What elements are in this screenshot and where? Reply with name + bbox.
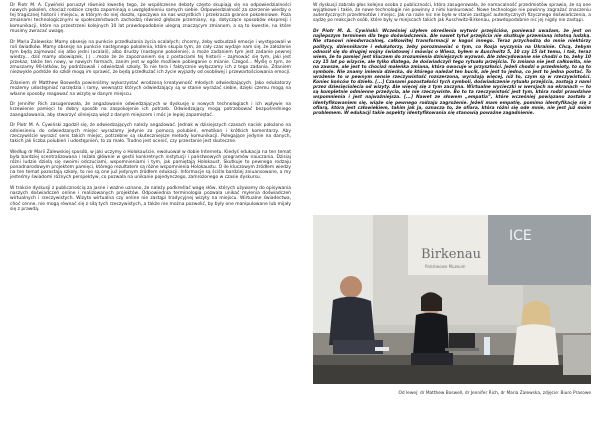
wall-text-museum: Państwowe Muzeum xyxy=(425,264,466,269)
quote-paragraph: Dr Piotr M. A. Cywiński: Wcześniej użyłem określenia wytwór przejściów, ponieważ uważam, że jest on najlepszym terminem dla tego doświadczenia. Ale nawet tytuł przejścia nie skutkuje przemianą istotną ludzką. Nie stanowi nieodwracalnej, całkowitej transformacji w kogoś innego. Teraz przychodzą do mnie niektórzy politycy, dziennikarze i edukatorzy, żeby porozmawiać o tym, co Rosja wyczynia na Ukrainie. Chcą, żebym odnosił się do drugiej wojny światowej i mówiąc o Wiesz, byłem w Auschwitz 5, 10 czy 15 lat temu, i tak, teraz wiem, że to pamięć jest kluczem do zrozumienia dzisiejszych wyzwań. Ale zdecydowanie nie chodzi o to, żeby 10 czy 15 lat po wizycie, ale tylko dlatego, że doświadczyli tego rytuału przejścia. To zmiana nie jest całkowita, nie na zawsze, ale jest to chociaż maleńka zmiana, która owocuje w przyszłości. Jeżeli chodzi o przedmioty, to są to symbole. Nie znamy imienia dziecka, do którego należał ten bucik, ale jest to jedna, co jest to jedna postać. To wrażenie to w pewnym sensie rzeczywistość rozszerzona, wyrażają więcej, niż to, czym są w rzeczywistości. Koniec końców to dzieło. [...] Czasami pozostałości tych symboli, doświadczenie rytuału przejścia, zostają z nami przez dziesięciolecia od wizyty. Ale więcej się z tym zaczyna. Wirtualne wycieczki w wersjach na ekranach — to są kompletnie odmienne przeżycia, ale nie rzeczywiste. Bo to ta rzeczywistość jest tym, która rodzi prawdziwe wspomnienia i jest najważniejsza. [...] Nawet ze słowem „empatia”, które wcześniej powiązano zostało z identyfikowaniem się, wiąże się pewnego rodzaju zagrożenie. Jeżeli mam empatię, pomimo identyfikację się z ofiarą, która jest człowiekiem, takim jak ja, oznacza to, że ofiara, która różni się ode mnie, nie jest już moim problemem. W edukacji takie aspekty identyfikowania się stanowią poważne zagadnienie. xyxy=(313,29,591,116)
right-column xyxy=(313,3,591,120)
quote-block xyxy=(313,29,591,116)
wall-text-ice: ICE xyxy=(509,228,532,244)
paragraph: Dr Jennifer Rich zasugerowała, że angażowanie odwiedzających w dyskusję o nowych technologiach i ich wpływie na krzewienie pamięci to dobry sposób na zaspokojenie ich potrzeb. Odwiedzający mogą potrzebować bezpośredniego zaangażowania, aby stworzyć silniejszą więź z danym miejscem i móc je lepiej zapamiętać. xyxy=(10,102,291,118)
paragraph: Dr Piotr M. A. Cywiński poruszył również kwestię tego, że współczesne debaty często skupiają się na odpowiedzialności nowych pokoleń, chociaż rodzice często zapominają o uwzględnieniu samych siebie. Odpowiedzialność za szerzenie wiedzy o tej tragicznej historii i miejscu, w którym do niej doszło, spoczywa na nas wszystkich i przekracza granice pokoleniowe. Poza zmianami technologicznymi w społeczeństwach zachodzą również głębsze przemiany, np. dotyczące sposobów ekspresji i komunikacji, które na przestrzeni kolejnych 10 lat prawdopodobnie ulegną znaczącym zmianom, a są to kwestie, na które musimy zwracać uwagę. xyxy=(10,3,291,34)
wall-text-birkenau: Birkenau xyxy=(421,247,481,262)
paragraph: Dr Piotr M. A. Cywiński zgodził się, że odwiedzających należy angażować. Jednak w dzisiejszych czasach nacisk położono na odniesieniu do odwiedzanych miejsc wyrażamy jedynie za pomocą polubień, emotikon i krótkich komentarzy. Aby rzeczywiście wyrazić sens takich miejsc, potrzebne są skuteczniejsze metody komunikacji. Polegające jedynie na danych, takich jak liczba polubień i udostępnień, to za mało. Trudno jest ocenić, czy przestanie jest skuteczne. xyxy=(10,123,291,144)
panel-photo xyxy=(313,215,591,384)
paragraph: Według dr Marii Zalewskiej sposób, w jaki uczymy o Holokauście, ewoluował w dobie Internetu. Kiedyś edukacja na ten temat była bardziej scentralizowana i leżała głównie w gestii konkretnych instytucji i państwowych programów nauczania. Dzisiaj różni ludzie dzielą się swoimi odczuciami, wspomnieniami i tym, jak pamiętają Holokaust. Skutkuje to pewnego rodzaju ponadnarodowym projektem pamięci, którego rezultatem są różne wspomnienia Holokaustu. O ile kluczowym źródłem wiedzy na ten temat pozostają szkoły, to nie są one już jedynym źródłem edukacji. Informacje są ściśle bardziej zniuansowane, a my jesteśmy świadomi różnych perspektyw, co pozwala na unikanie pojedynczego, zamrożonego w czasie dyskursu. xyxy=(10,149,291,181)
left-column xyxy=(10,3,291,217)
paragraph: Zdaniem dr Matthew Boswella powinniśmy wykorzystać wrodzoną kreatywność młodych odwiedzających. Jako edukatorzy możemy udostępniać narzędzia i ramy, wewnątrz których odwiedzający są w stanie wyrażać siebie, dzięki czemu mogą na własne sposoby reagować na wizytę w danym miejscu. xyxy=(10,81,291,97)
paragraph: Dr Maria Zalewska: Mamy obsesję na punkcie przedłużania życia ocalałych; chcemy, żeby wzbudzali emocje i występowali w roli świadków. Mamy obsesję na punkcie następnego pokolenia, które skupia tym, że cały czas wydaje nam się, że założenie tym będą zajmować się albo jedni (ocalali), albo drudzy (następne pokolenie), a może zadaniem tym jest zadanie pewnej wiedzy... dziś mamy obowiązek, (.) ...może że ze zapoznaniem się z postaciami tej historii – zajmować się tym, jaki jest przekaz, także ten nowy, w nowych formach, zanim jest w ogóle możliwie pobieganie o mianie. Czegoś... Myślę o tym, ze zmuszamy 90-latków, by podróżowali i odwiedzali szkoły. To nie tera i faktycznie wyłączamy ich z tego zadania. Zdaniem niezwykle podróże do szkół mogą im sprawić, że będą przedłużać ich życie wyjazdy od osobliwej i przewartościowania emocji. xyxy=(10,39,291,76)
intro-paragraph: W dyskusji zabrała głos kolejna osoba z publiczności, która zasugerowała, że namacalność przedmiotów sprawia, że są one wyjątkowe i takie, że nowe technologie nie powinny z nimi konkurować. Nowe technologie nie powinny zagrażać znaczeniu autentycznych przedmiotów i miejsc. Jak na razie nic nie było w stanie zastąpić autentycznych fizycznego doświadczenia, a sądzę po reakcjach osób, które były w miejscach takich jak Auschwitz-Birkenau, prawdopodobnie nic jej nigdy nie zastąpi. xyxy=(313,3,591,24)
photo-caption: Od lewej: dr Matthew Boswell, dr Jennifer Rich, dr Maria Zalewska, zdjęcie: Biuro Prasowe xyxy=(398,391,591,396)
paragraph: W trakcie dyskusji z publicznością za jasne i ważne uznano, że należy podkreślać wagę słów, których używamy do opisywania naszych doświadczeń online i realizowanych projektów. Odpowiednia terminologia pozwala unikać mylenia doświadczeń wirtualnych i rzeczywistych. Wizyta wirtualna czy online nie zastąpi tradycyjnej wizyty na miejscu. Wirtualne świadectwa, choć cenne, nie mogą równać się z siłą tych rzeczywistych, a także nie można pozwolić, by były one manipulowane lub mijały się z prawdą. xyxy=(10,186,291,212)
